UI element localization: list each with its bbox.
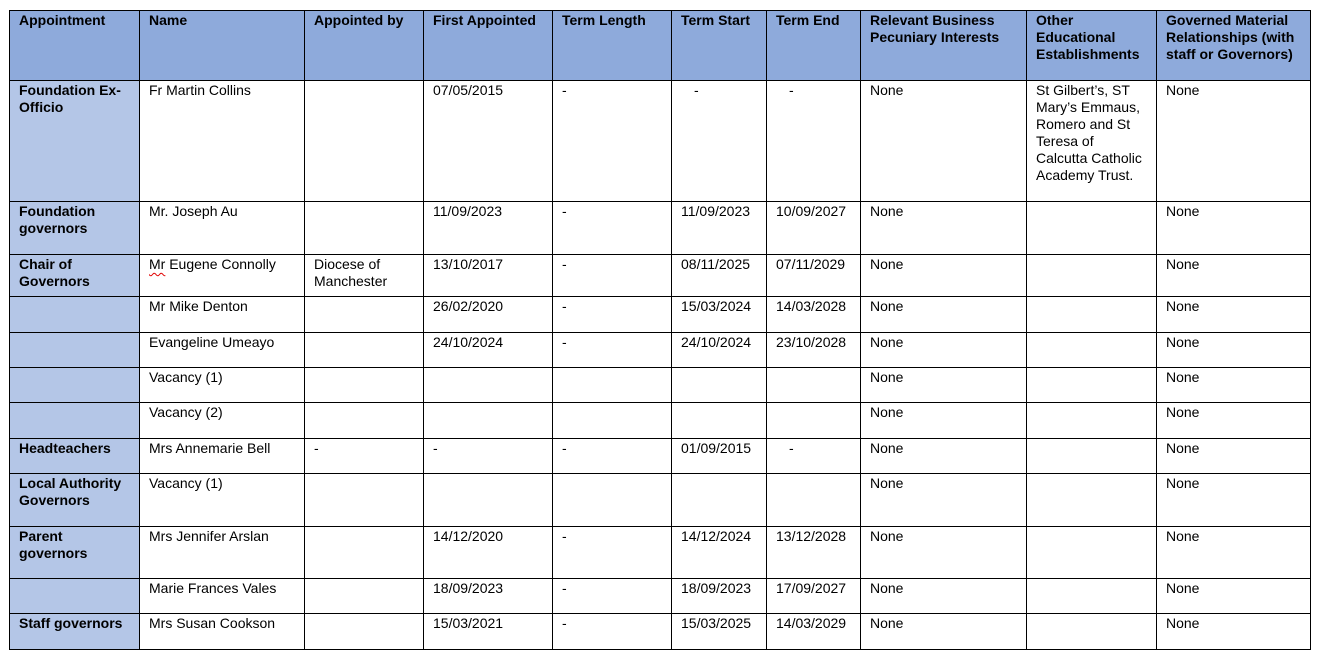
term-start-cell: 08/11/2025 — [672, 255, 767, 297]
table-row — [10, 333, 1311, 368]
appointed-by-cell — [305, 614, 424, 650]
table-row — [10, 527, 1311, 579]
term-end-cell — [767, 474, 861, 527]
table-row — [10, 368, 1311, 403]
name-cell: Evangeline Umeayo — [140, 333, 305, 368]
term-start-cell — [672, 474, 767, 527]
table-row — [10, 202, 1311, 255]
appointed-by-cell — [305, 368, 424, 403]
name-cell: Vacancy (1) — [140, 474, 305, 527]
name-cell: Mrs Jennifer Arslan — [140, 527, 305, 579]
header-other-establishments: Other Educational Establishments — [1027, 11, 1157, 81]
term-length-cell: - — [553, 579, 672, 614]
appointed-by-cell — [305, 297, 424, 333]
header-term-end: Term End — [767, 11, 861, 81]
spellcheck-underlined-word: Mr — [149, 256, 166, 272]
name-cell — [140, 255, 305, 297]
term-end-cell: 23/10/2028 — [767, 333, 861, 368]
appointment-cell — [10, 333, 140, 368]
appointment-cell — [10, 579, 140, 614]
term-end-cell: - — [767, 439, 861, 474]
header-name: Name — [140, 11, 305, 81]
name-cell: Vacancy (2) — [140, 403, 305, 439]
header-first-appointed: First Appointed — [424, 11, 553, 81]
business-interests-cell: None — [861, 81, 1027, 202]
first-appointed-cell: 14/12/2020 — [424, 527, 553, 579]
header-business-interests: Relevant Business Pecuniary Interests — [861, 11, 1027, 81]
appointed-by-cell — [305, 202, 424, 255]
other-establishments-cell — [1027, 202, 1157, 255]
other-establishments-cell — [1027, 579, 1157, 614]
table-row — [10, 614, 1311, 650]
header-appointment: Appointment — [10, 11, 140, 81]
name-cell: Vacancy (1) — [140, 368, 305, 403]
name-cell: Mr Mike Denton — [140, 297, 305, 333]
first-appointed-cell: 07/05/2015 — [424, 81, 553, 202]
material-relationships-cell: None — [1157, 368, 1311, 403]
term-length-cell: - — [553, 81, 672, 202]
appointment-cell: Chair of Governors — [10, 255, 140, 297]
appointed-by-cell — [305, 403, 424, 439]
term-length-cell: - — [553, 439, 672, 474]
term-length-cell — [553, 368, 672, 403]
business-interests-cell: None — [861, 474, 1027, 527]
term-length-cell — [553, 474, 672, 527]
table-row — [10, 579, 1311, 614]
other-establishments-cell — [1027, 474, 1157, 527]
material-relationships-cell: None — [1157, 474, 1311, 527]
term-length-cell: - — [553, 333, 672, 368]
term-end-cell: 14/03/2029 — [767, 614, 861, 650]
other-establishments-cell: St Gilbert’s, ST Mary’s Emmaus, Romero and St Teresa of Calcutta Catholic Academy Trust. — [1027, 81, 1157, 202]
other-establishments-cell — [1027, 333, 1157, 368]
term-start-cell — [672, 403, 767, 439]
other-establishments-cell — [1027, 439, 1157, 474]
material-relationships-cell: None — [1157, 403, 1311, 439]
table-row — [10, 255, 1311, 297]
business-interests-cell: None — [861, 403, 1027, 439]
other-establishments-cell — [1027, 255, 1157, 297]
first-appointed-cell: - — [424, 439, 553, 474]
business-interests-cell: None — [861, 614, 1027, 650]
table-row — [10, 474, 1311, 527]
appointment-cell: Local Authority Governors — [10, 474, 140, 527]
material-relationships-cell: None — [1157, 81, 1311, 202]
term-start-cell: 18/09/2023 — [672, 579, 767, 614]
appointed-by-cell — [305, 579, 424, 614]
business-interests-cell: None — [861, 202, 1027, 255]
term-start-cell: 15/03/2024 — [672, 297, 767, 333]
appointed-by-cell — [305, 81, 424, 202]
other-establishments-cell — [1027, 527, 1157, 579]
term-end-cell: 14/03/2028 — [767, 297, 861, 333]
term-start-cell: 15/03/2025 — [672, 614, 767, 650]
material-relationships-cell: None — [1157, 202, 1311, 255]
name-cell: Fr Martin Collins — [140, 81, 305, 202]
name-cell: Marie Frances Vales — [140, 579, 305, 614]
term-end-cell: 13/12/2028 — [767, 527, 861, 579]
first-appointed-cell: 11/09/2023 — [424, 202, 553, 255]
header-appointed-by: Appointed by — [305, 11, 424, 81]
appointment-cell — [10, 297, 140, 333]
first-appointed-cell: 13/10/2017 — [424, 255, 553, 297]
term-length-cell: - — [553, 527, 672, 579]
name-cell: Mr. Joseph Au — [140, 202, 305, 255]
material-relationships-cell: None — [1157, 439, 1311, 474]
term-end-cell: 07/11/2029 — [767, 255, 861, 297]
appointed-by-cell: Diocese of Manchester — [305, 255, 424, 297]
business-interests-cell: None — [861, 439, 1027, 474]
first-appointed-cell: 15/03/2021 — [424, 614, 553, 650]
term-length-cell: - — [553, 297, 672, 333]
business-interests-cell: None — [861, 579, 1027, 614]
table-row — [10, 439, 1311, 474]
appointment-cell: Parent governors — [10, 527, 140, 579]
header-material-relationships: Governed Material Relationships (with staff or Governors) — [1157, 11, 1311, 81]
first-appointed-cell — [424, 368, 553, 403]
term-end-cell: 17/09/2027 — [767, 579, 861, 614]
appointment-cell: Headteachers — [10, 439, 140, 474]
appointed-by-cell — [305, 474, 424, 527]
first-appointed-cell — [424, 474, 553, 527]
material-relationships-cell: None — [1157, 527, 1311, 579]
material-relationships-cell: None — [1157, 255, 1311, 297]
other-establishments-cell — [1027, 614, 1157, 650]
other-establishments-cell — [1027, 297, 1157, 333]
term-end-cell — [767, 403, 861, 439]
name-text: Eugene Connolly — [165, 256, 276, 272]
term-start-cell: 01/09/2015 — [672, 439, 767, 474]
first-appointed-cell — [424, 403, 553, 439]
appointment-cell: Foundation Ex-Officio — [10, 81, 140, 202]
appointment-cell — [10, 403, 140, 439]
term-start-cell: 11/09/2023 — [672, 202, 767, 255]
term-end-cell: 10/09/2027 — [767, 202, 861, 255]
other-establishments-cell — [1027, 368, 1157, 403]
business-interests-cell: None — [861, 333, 1027, 368]
other-establishments-cell — [1027, 403, 1157, 439]
term-length-cell: - — [553, 255, 672, 297]
header-term-length: Term Length — [553, 11, 672, 81]
business-interests-cell: None — [861, 297, 1027, 333]
term-length-cell — [553, 403, 672, 439]
material-relationships-cell: None — [1157, 614, 1311, 650]
appointment-cell: Foundation governors — [10, 202, 140, 255]
name-cell: Mrs Annemarie Bell — [140, 439, 305, 474]
appointment-cell: Staff governors — [10, 614, 140, 650]
business-interests-cell: None — [861, 368, 1027, 403]
governors-table — [9, 10, 1311, 650]
header-row — [10, 11, 1311, 81]
appointed-by-cell — [305, 333, 424, 368]
table-row — [10, 297, 1311, 333]
term-end-cell: - — [767, 81, 861, 202]
term-start-cell: 14/12/2024 — [672, 527, 767, 579]
first-appointed-cell: 24/10/2024 — [424, 333, 553, 368]
term-length-cell: - — [553, 202, 672, 255]
appointment-cell — [10, 368, 140, 403]
material-relationships-cell: None — [1157, 333, 1311, 368]
material-relationships-cell: None — [1157, 297, 1311, 333]
term-start-cell: 24/10/2024 — [672, 333, 767, 368]
table-row — [10, 403, 1311, 439]
appointed-by-cell: - — [305, 439, 424, 474]
header-term-start: Term Start — [672, 11, 767, 81]
business-interests-cell: None — [861, 255, 1027, 297]
term-start-cell — [672, 368, 767, 403]
table-row — [10, 81, 1311, 202]
first-appointed-cell: 26/02/2020 — [424, 297, 553, 333]
term-end-cell — [767, 368, 861, 403]
business-interests-cell: None — [861, 527, 1027, 579]
first-appointed-cell: 18/09/2023 — [424, 579, 553, 614]
term-start-cell: - — [672, 81, 767, 202]
term-length-cell: - — [553, 614, 672, 650]
appointed-by-cell — [305, 527, 424, 579]
material-relationships-cell: None — [1157, 579, 1311, 614]
name-cell: Mrs Susan Cookson — [140, 614, 305, 650]
